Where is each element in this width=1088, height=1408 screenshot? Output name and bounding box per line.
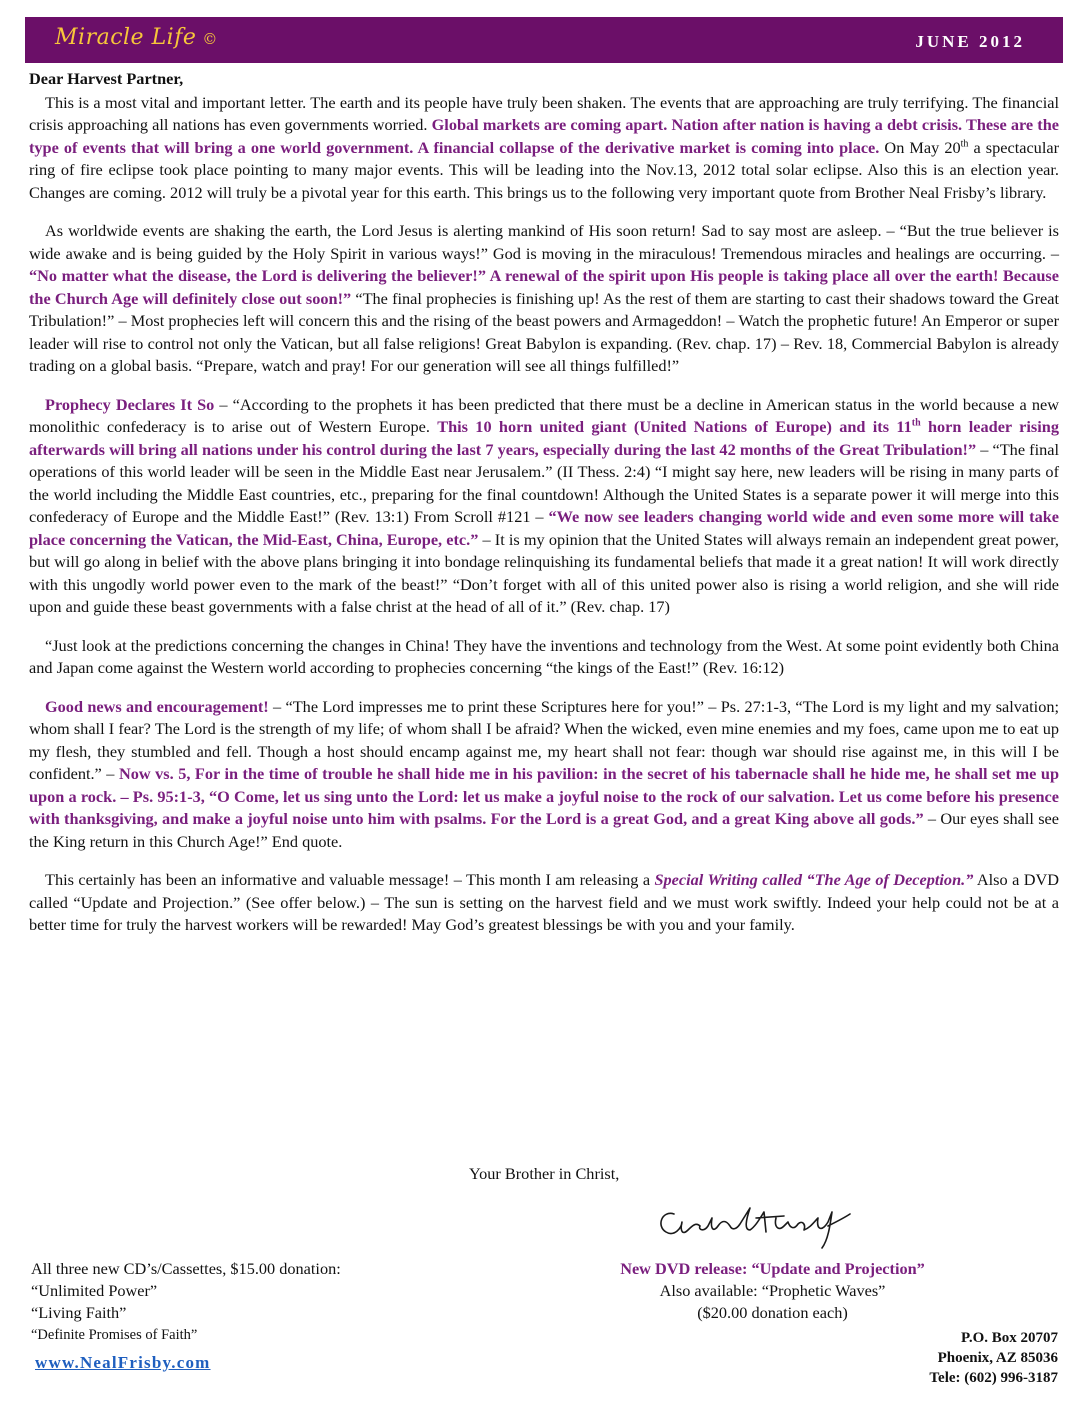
issue-date: JUNE 2012: [915, 32, 1025, 51]
p1-superscript: th: [960, 138, 969, 150]
p1-text-2: On May 20: [879, 137, 961, 157]
cd-offer: [31, 1258, 341, 1346]
salutation: Dear Harvest Partner,: [29, 69, 184, 88]
paragraph-5: [29, 696, 1059, 854]
p1-text-3: a spectacular ring of fire eclipse took place pointing to many major events. This will be leading into the Nov.13, 2012 total solar eclipse. Also this is an election year. Changes are coming. 2012 will truly be a pivotal year for this earth. This brings us to the following very important quote from Brother Neal Frisby’s library.: [29, 137, 1059, 202]
cd-title-1: “Unlimited Power”: [31, 1281, 158, 1300]
p6-text: This certainly has been an informative and valuable message! – This month I am releasing a: [45, 870, 655, 889]
p3-highlight-2: horn leader rising afterwards will bring all nations under his control during the last 7 years, especially during the last 42 months of the Great Tribulation!”: [29, 417, 1059, 459]
dvd-price: ($20.00 donation each): [697, 1303, 848, 1322]
paragraph-2: [29, 220, 1059, 378]
closing-line: Your Brother in Christ,: [469, 1164, 620, 1183]
po-box: P.O. Box 20707: [961, 1330, 1058, 1346]
cd-offer-heading: All three new CD’s/Cassettes, $15.00 donation:: [31, 1259, 341, 1278]
dvd-offer: [560, 1258, 985, 1324]
dvd-heading: New DVD release: “Update and Projection”: [620, 1259, 925, 1278]
p5-text-2: – Our eyes shall see the King return in this Church Age!” End quote.: [29, 809, 1060, 851]
p6-text-2: Also a DVD called “Update and Projection.” (See offer below.) – The sun is setting on the harvest field and we must work swiftly. Indeed your help could not be at a better time for truly the harvest workers will be rewarded! May God’s greatest blessings be with you and your family.: [29, 870, 1059, 934]
city-state-zip: Phoenix, AZ 85036: [937, 1350, 1058, 1366]
p6-highlight: Special Writing called “The Age of Deception.”: [654, 870, 974, 889]
p3-highlight-3: “We now see leaders changing world wide and even some more will take place concerning the Vatican, the Mid-East, China, Europe, etc.”: [29, 507, 1059, 549]
p3-text-2: – “The final operations of this world leader will be seen in the Middle East near Jerusalem.” (II Thess. 2:4) “I might say here, new leaders will be rising in many parts of the world including the Middle East countries, etc., preparing for the final countdown! Although the United States is a separate power it will merge into this confederacy of Europe and the Middle East!” (Rev. 13:1) From Scroll #121 –: [29, 439, 1060, 526]
newsletter-banner: [25, 17, 1063, 63]
p2-highlight: “No matter what the disease, the Lord is delivering the believer!” A renewal of the spirit upon His people is taking place all over the earth! Because the Church Age will definitely close out soon!”: [29, 266, 1059, 308]
p3-heading: Prophecy Declares It So: [45, 394, 215, 414]
letter-body: [29, 68, 1059, 953]
p2-text-2: “The final prophecies is finishing up! As the rest of them are starting to cast their shadows toward the Great Tribulation!” – Most prophecies left will concern this and the rising of the beast powers and Armageddon! – Watch the prophetic future! An Emperor or super leader will rise to control not only the Vatican, but all false religions! Great Babylon is expanding. (Rev. chap. 17) – Rev. 18, Commercial Babylon is already trading on a global basis. “Prepare, watch and pray! For our generation will see all things fulfilled!”: [29, 288, 1059, 375]
paragraph-1: [29, 92, 1059, 205]
dvd-also-available: Also available: “Prophetic Waves”: [659, 1281, 886, 1300]
cd-title-3: “Definite Promises of Faith”: [31, 1327, 198, 1343]
phone-number: Tele: (602) 996-3187: [929, 1370, 1058, 1386]
p1-highlight: Global markets are coming apart. Nation after nation is having a debt crisis. These are the type of events that will bring a one world government. A financial collapse of the derivative market is coming into place.: [29, 115, 1059, 157]
p3-superscript: th: [911, 417, 921, 429]
paragraph-6: [29, 869, 1059, 937]
mailing-address: [929, 1328, 1058, 1388]
miracle-life-logo: [55, 25, 218, 50]
paragraph-4: “Just look at the predictions concerning the changes in China! They have the inventions and technology from the West. At some point evidently both China and Japan come against the Western world according to prophecies concerning “the kings of the East!” (Rev. 16:12): [29, 635, 1059, 677]
p5-heading: Good news and encouragement!: [45, 696, 269, 716]
p5-highlight: Now vs. 5, For in the time of trouble he shall hide me in his pavilion: in the secret of his tabernacle shall he hide me, he shall set me up upon a rock. – Ps. 95:1-3, “O Come, let us sing unto the Lord: let us make a joyful noise to the rock of our salvation. Let us come before his presence with thanksgiving, and make a joyful noise unto him with psalms. For the Lord is a great God, and a great King above all gods.”: [29, 764, 1059, 828]
p3-highlight: This 10 horn united giant (United Nations of Europe) and its 11: [437, 417, 912, 436]
p3-text-3: – It is my opinion that the United States will always remain an independent great power, but will go along in belief with the above plans bringing it into bondage relinquishing its fundamental beliefs that made it a great nation! It will work directly with this ungodly world power even to the mark of the beast!” “Don’t forget with all of this united power also is rising a world religion, and she will ride upon and guide these beast governments with a false christ at the head of all of it.” (Rev. chap. 17): [29, 529, 1059, 616]
p5-text: – “The Lord impresses me to print these Scriptures here for you!” – Ps. 27:1-3, “The Lord is my light and my salvation; whom shall I fear? The Lord is the strength of my life; of whom shall I be afraid? When the wicked, even mine enemies and my foes, came upon me to eat up my flesh, they stumbled and fell. Though a host should encamp against me, my heart shall not fear: though war should rise against me, in this will I be confident.” –: [29, 696, 1059, 783]
cd-title-2: “Living Faith”: [31, 1303, 127, 1322]
logo-text: Miracle Life: [55, 25, 197, 50]
p3-text: – “According to the prophets it has been predicted that there must be a decline in American status in the world because a new monolithic confederacy is to arise out of Western Europe.: [29, 394, 1059, 436]
signature-image: [652, 1196, 857, 1252]
paragraph-3: [29, 394, 1059, 619]
p1-text: This is a most vital and important letter. The earth and its people have truly been shaken. The events that are approaching are truly terrifying. The financial crisis approaching all nations has even governments worried.: [29, 92, 1059, 134]
copyright-symbol: ©: [202, 30, 218, 48]
p2-text: As worldwide events are shaking the earth, the Lord Jesus is alerting mankind of His soon return! Sad to say most are asleep. – “But the true believer is wide awake and is being guided by the Holy Spirit in various ways!” God is moving in the miraculous! Tremendous miracles and healings are occurring. –: [29, 221, 1059, 263]
website-link[interactable]: www.NealFrisby.com: [35, 1353, 211, 1372]
